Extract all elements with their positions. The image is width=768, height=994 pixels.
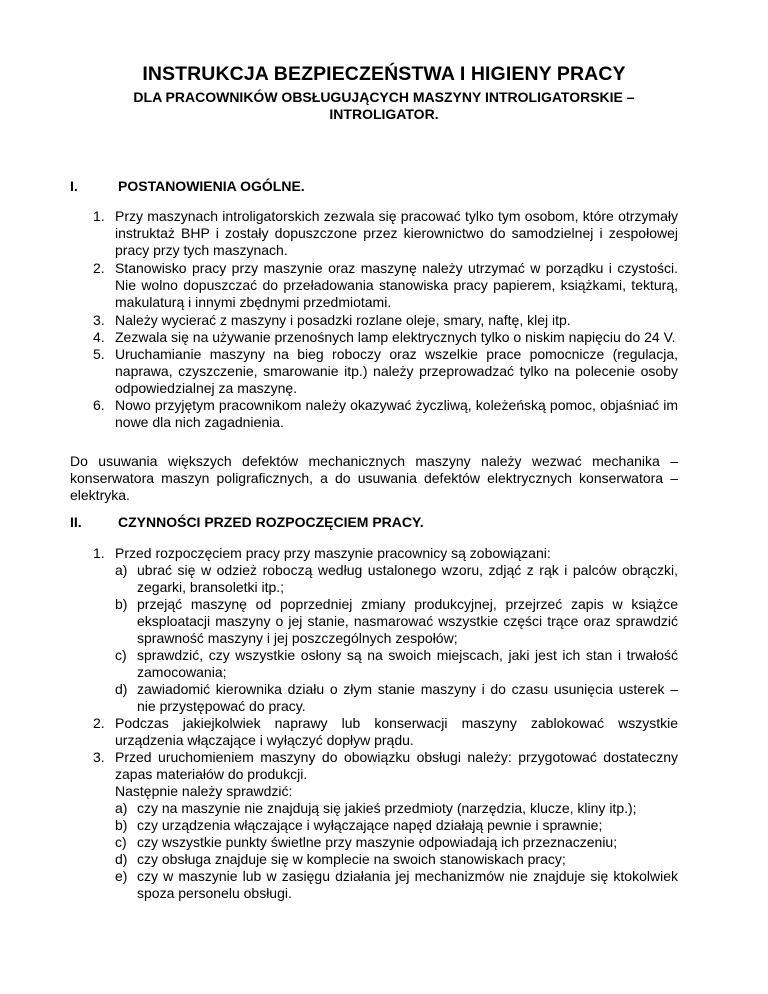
list-item-number: 2. [93, 715, 105, 731]
sublist [115, 562, 678, 715]
sublist-item [115, 834, 678, 851]
section-1-number: I. [70, 178, 78, 194]
list-item [93, 397, 678, 431]
list-item-number: 1. [93, 208, 105, 224]
sublist-item-letter: a) [115, 800, 128, 816]
list-item [93, 208, 678, 259]
list-item-number: 3. [93, 749, 105, 765]
sublist-item [115, 647, 678, 681]
section-1-heading [70, 178, 305, 195]
section-1-title: POSTANOWIENIA OGÓLNE. [118, 178, 305, 194]
sublist-item-letter: b) [115, 817, 128, 833]
list-item [93, 260, 678, 311]
list-item-number: 5. [93, 346, 105, 362]
sublist-item-letter: d) [115, 851, 128, 867]
sublist-item-letter: b) [115, 596, 128, 612]
section-2-list [93, 545, 678, 902]
sublist-item-text: przejąć maszynę od poprzedniej zmiany produkcyjnej, przejrzeć zapis w książce eksploatacji maszyny o jej stanie, nasmarować wszystkie części trące oraz sprawdzić sprawność maszyny i jej poszczególnych zespołów; [137, 596, 678, 646]
list-item [93, 545, 678, 715]
list-item-text: Nowo przyjętym pracownikom należy okazywać życzliwą, koleżeńską pomoc, objaśniać im nowe dla nich zagadnienia. [115, 397, 678, 430]
document-subtitle: DLA PRACOWNIKÓW OBSŁUGUJĄCYCH MASZYNY INTROLIGATORSKIE – INTROLIGATOR. [133, 89, 635, 122]
sublist-item [115, 562, 678, 596]
list-item [93, 329, 678, 346]
list-item-number: 2. [93, 260, 105, 276]
sublist-item-text: sprawdzić, czy wszystkie osłony są na swoich miejscach, jaki jest ich stan i trwałość zamocowania; [137, 647, 678, 680]
sublist-item [115, 817, 678, 834]
list-item-number: 1. [93, 545, 105, 561]
list-item-text: Podczas jakiejkolwiek naprawy lub konserwacji maszyny zablokować wszystkie urządzenia włączające i wyłączyć dopływ prądu. [115, 715, 678, 748]
list-item-number: 6. [93, 397, 105, 413]
list-item-text: Stanowisko pracy przy maszynie oraz maszynę należy utrzymać w porządku i czystości. Nie wolno dopuszczać do przeładowania stanowiska pracy papierem, książkami, tekturą, makulaturą i innymi zbędnymi przedmiotami. [115, 260, 678, 310]
list-item-text: Zezwala się na używanie przenośnych lamp elektrycznych tylko o niskim napięciu do 24 V. [115, 329, 676, 345]
sublist-item-letter: e) [115, 868, 128, 884]
list-item-text: Uruchamianie maszyny na bieg roboczy oraz wszelkie prace pomocnicze (regulacja, naprawa, czyszczenie, smarowanie itp.) należy przeprowadzać tylko na polecenie osoby odpowiedzialnej za maszynę. [115, 346, 678, 396]
list-item [93, 312, 678, 329]
list-item [93, 749, 678, 902]
list-item-text: Należy wycierać z maszyny i posadzki rozlane oleje, smary, naftę, klej itp. [115, 312, 571, 328]
sublist-item-text: czy obsługa znajduje się w komplecie na swoich stanowiskach pracy; [137, 851, 566, 867]
section-2-title: CZYNNOŚCI PRZED ROZPOCZĘCIEM PRACY. [118, 514, 424, 530]
sublist-item-text: ubrać się w odzież roboczą według ustalonego wzoru, zdjąć z rąk i palców obrączki, zegarki, bransoletki itp.; [137, 562, 678, 595]
list-item-lead: Następnie należy sprawdzić: [115, 783, 293, 799]
sublist-item [115, 681, 678, 715]
list-item-text: Przed uruchomieniem maszyny do obowiązku obsługi należy: przygotować dostateczny zapas materiałów do produkcji. [115, 749, 678, 782]
sublist-item-text: czy na maszynie nie znajdują się jakieś przedmioty (narzędzia, klucze, kliny itp.); [137, 800, 637, 816]
list-item-number: 4. [93, 329, 105, 345]
sublist-item [115, 851, 678, 868]
section-2-heading [70, 514, 424, 531]
sublist-item-text: czy w maszynie lub w zasięgu działania jej mechanizmów nie znajduje się ktokolwiek spoza personelu obsługi. [137, 868, 678, 901]
list-item-number: 3. [93, 312, 105, 328]
sublist-item-text: czy urządzenia włączające i wyłączające napęd działają pewnie i sprawnie; [137, 817, 603, 833]
list-item [93, 715, 678, 749]
sublist-item-letter: a) [115, 562, 128, 578]
section-1-paragraph: Do usuwania większych defektów mechanicznych maszyny należy wezwać mechanika – konserwatora maszyn poligraficznych, a do usuwania defektów elektrycznych konserwatora – elektryka. [70, 453, 678, 503]
sublist-item [115, 868, 678, 902]
list-item-text: Przy maszynach introligatorskich zezwala się pracować tylko tym osobom, które otrzymały instruktaż BHP i zostały dopuszczone przez kierownictwo do samodzielnej i zespołowej pracy przy tych maszynach. [115, 208, 678, 258]
list-item-text: Przed rozpoczęciem pracy przy maszynie pracownicy są zobowiązani: [115, 545, 551, 561]
sublist-item-letter: c) [115, 647, 127, 663]
document-title: INSTRUKCJA BEZPIECZEŃSTWA I HIGIENY PRACY [142, 63, 626, 85]
section-2-number: II. [70, 514, 82, 530]
sublist [115, 800, 678, 902]
sublist-item-letter: d) [115, 681, 128, 697]
sublist-item-text: zawiadomić kierownika działu o złym stanie maszyny i do czasu usunięcia usterek – nie przystępować do pracy. [137, 681, 678, 714]
sublist-item [115, 596, 678, 647]
sublist-item [115, 800, 678, 817]
sublist-item-letter: c) [115, 834, 127, 850]
section-1-list [93, 208, 678, 431]
list-item [93, 346, 678, 397]
sublist-item-text: czy wszystkie punkty świetlne przy maszynie odpowiadają ich przeznaczeniu; [137, 834, 618, 850]
